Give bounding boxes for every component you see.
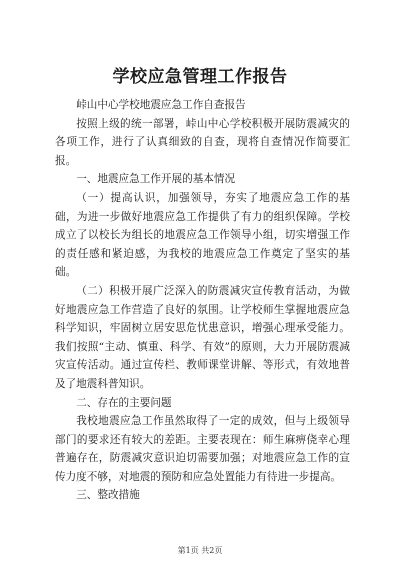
paragraph-2: 我校地震应急工作虽然取得了一定的成效，但与上级领导部门的要求还有较大的差距。主要表现在：师生麻痹侥幸心理普遍存在，防震减灾意识迫切需要加强；对地震应急工作的宣传力度不够，对地震的预防和应急处置能力有待进一步提高。 — [55, 415, 350, 483]
document-title: 学校应急管理工作报告 — [112, 67, 288, 87]
paragraph-1-1: （一）提高认识，加强领导，夯实了地震应急工作的基础，为进一步做好地震应急工作提供了有力的组织保障。学校成立了以校长为组长的地震应急工作领导小组，切实增强工作的责任感和紧迫感，为我校的地震应急工作奠定了坚实的基础。 — [55, 191, 350, 279]
paragraph-1-2: （二）积极开展广泛深入的防震减灾宣传教育活动，为做好地震应急工作营造了良好的氛围。让学校师生掌握地震应急科学知识，牢固树立居安思危忧患意识，增强心理承受能力。我们按照“主动、慎重、科学、有效”的原则，大力开展防震减灾宣传活动。通过宣传栏、教师课堂讲解、等形式，有效地普及了地震科普知识。 — [55, 284, 350, 390]
section-heading-1: 一、地震应急工作开展的基本情况 — [76, 173, 236, 186]
section-heading-3: 三、整改措施 — [76, 489, 140, 502]
paragraph-intro: 按照上级的统一部署，峠山中心学校积极开展防震减灾的各项工作，进行了认真细致的自查，现将自查情况作简要汇报。 — [55, 117, 350, 167]
page-number: 第1页 共2页 — [177, 546, 223, 555]
document-subtitle: 峠山中心学校地震应急工作自查报告 — [76, 99, 246, 111]
section-heading-2: 二、存在的主要问题 — [76, 396, 172, 409]
document-body — [55, 96, 350, 505]
